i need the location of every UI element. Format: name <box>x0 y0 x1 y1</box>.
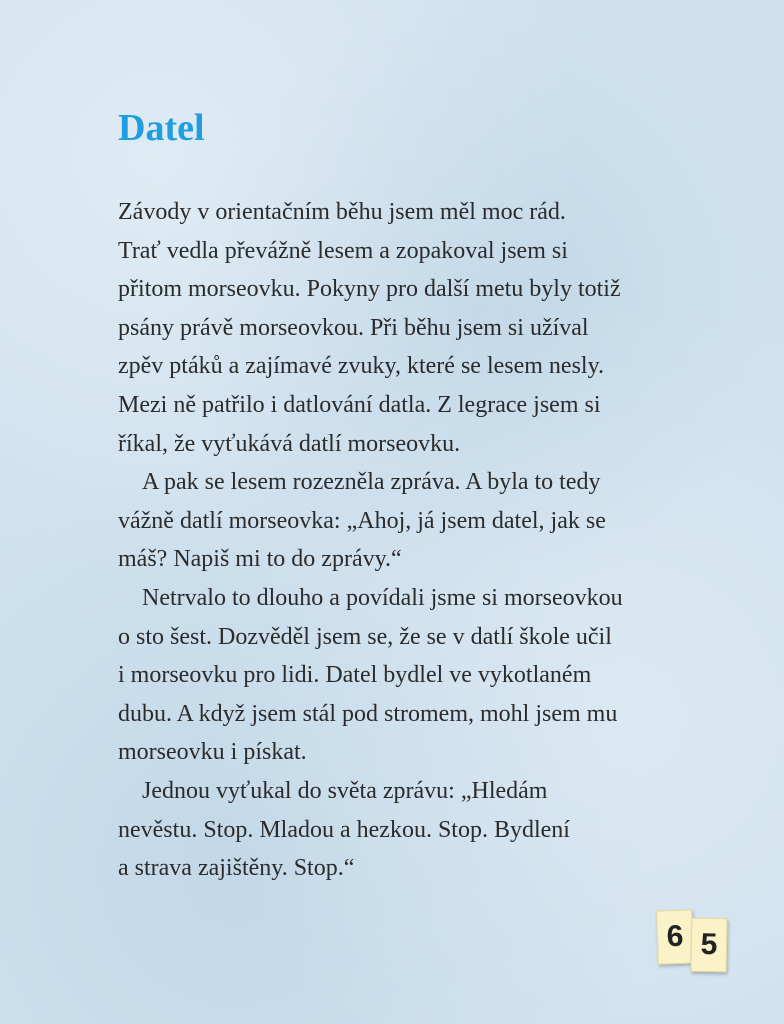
page-number-tile: 5 <box>691 918 728 973</box>
text-line: vážně datlí morseovka: „Ahoj, já jsem datel, jak se <box>118 507 606 534</box>
text-line: máš? Napiš mi to do zprávy.“ <box>118 546 402 573</box>
text-line: psány právě morseovkou. Při běhu jsem si užíval <box>118 314 589 341</box>
text-line: přitom morseovku. Pokyny pro další metu byly totiž <box>118 276 621 303</box>
text-line: i morseovku pro lidi. Datel bydlel ve vykotlaném <box>118 662 592 689</box>
text-line: o sto šest. Dozvěděl jsem se, že se v datlí škole učil <box>118 623 612 650</box>
text-line: a strava zajištěny. Stop.“ <box>118 855 355 882</box>
text-line: morseovku i pískat. <box>118 739 307 766</box>
text-line: Mezi ně patřilo i datlování datla. Z legrace jsem si <box>118 391 601 418</box>
text-line: Závody v orientačním běhu jsem měl moc rád. <box>118 199 566 225</box>
text-line: dubu. A když jsem stál pod stromem, mohl jsem mu <box>118 700 618 727</box>
page-title: Datel <box>118 107 205 149</box>
text-line: nevěstu. Stop. Mladou a hezkou. Stop. Bydlení <box>118 816 570 843</box>
text-line: Trať vedla převážně lesem a zopakoval jsem si <box>118 237 568 264</box>
text-line: zpěv ptáků a zajímavé zvuky, které se lesem nesly. <box>118 353 605 380</box>
text-line: říkal, že vyťukává datlí morseovku. <box>118 430 461 457</box>
text-line: A pak se lesem rozezněla zpráva. A byla to tedy <box>142 469 601 496</box>
text-line: Jednou vyťukal do světa zprávu: „Hledám <box>142 777 548 804</box>
text-line: Netrvalo to dlouho a povídali jsme si morseovkou <box>142 584 623 611</box>
page-number-tile: 6 <box>656 909 694 964</box>
page-number <box>655 910 735 980</box>
story-text <box>118 193 698 888</box>
